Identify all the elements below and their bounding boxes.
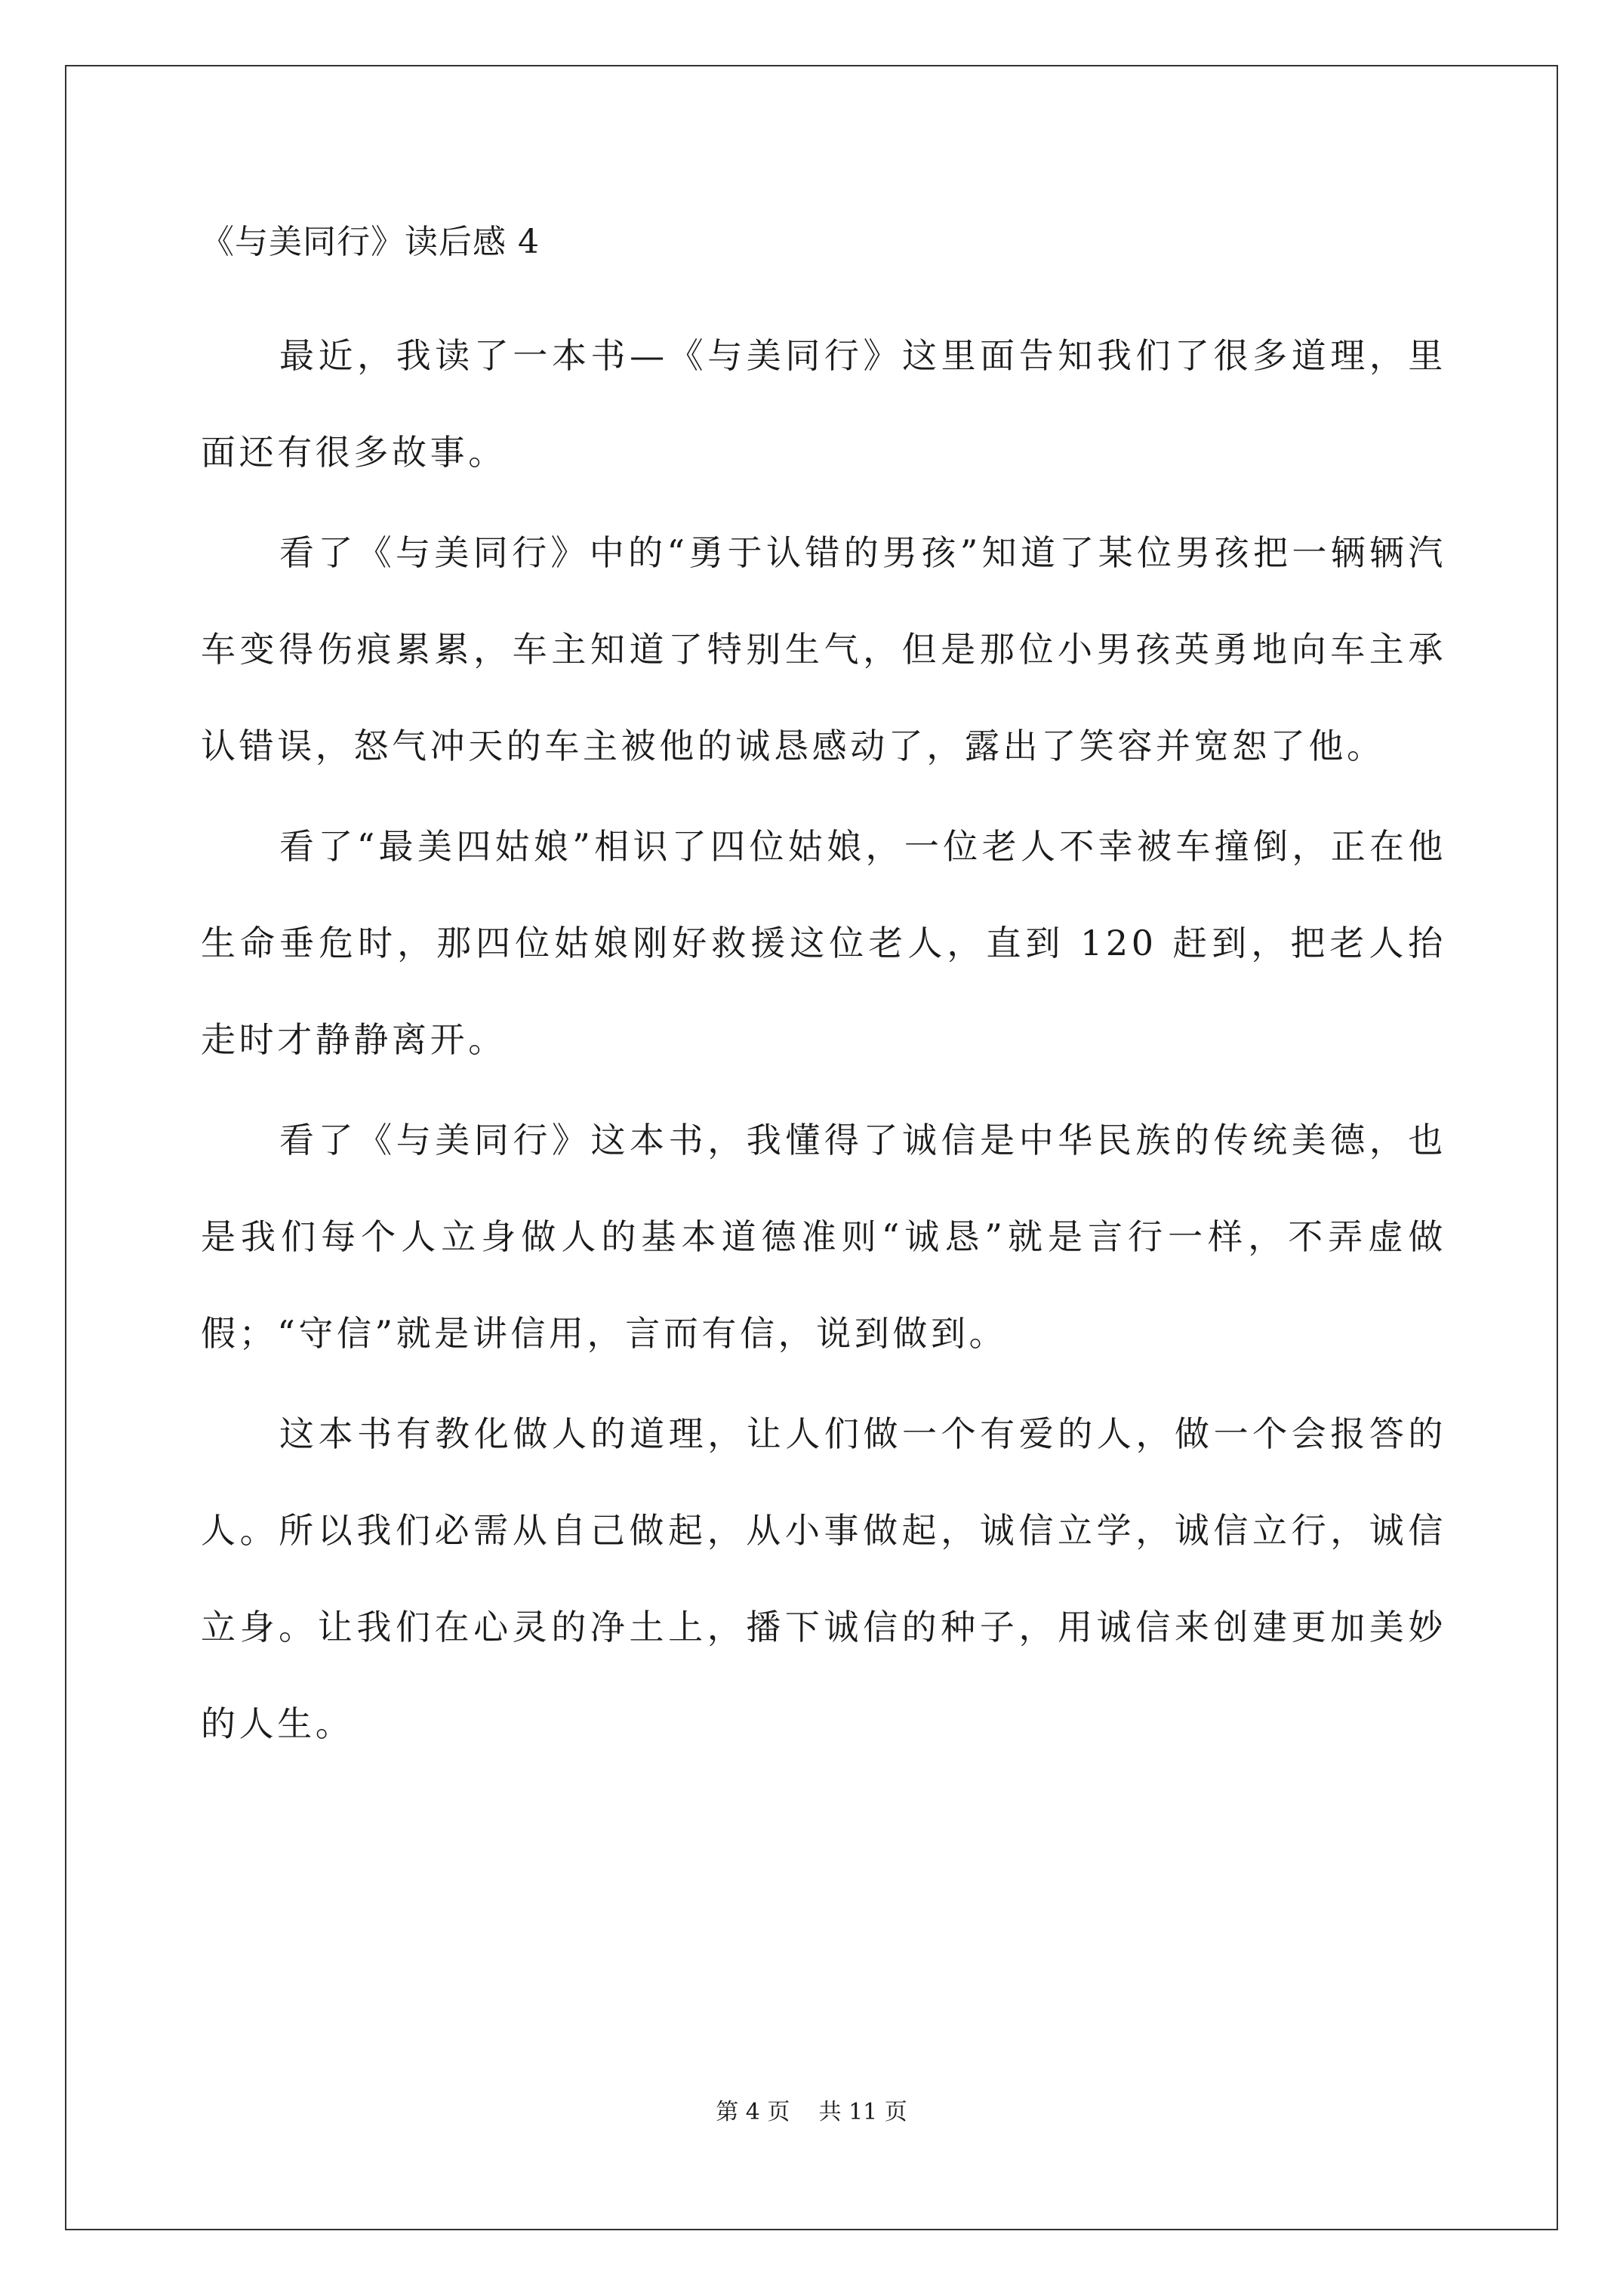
paragraph-5: 这本书有教化做人的道理，让人们做一个有爱的人，做一个会报答的人。所以我们必需从自己做起，从小事做起，诚信立学，诚信立行，诚信立身。让我们在心灵的净土上，播下诚信的种子，用诚信来创建更加美妙的人生。: [201, 1413, 1446, 1744]
document-body: [201, 219, 1446, 1776]
document-title: 《与美同行》读后感 4: [201, 223, 540, 261]
paragraph-3: 看了“最美四姑娘”相识了四位姑娘，一位老人不幸被车撞倒，正在他生命垂危时，那四位姑娘刚好救援这位老人，直到 120 赶到，把老人抬走时才静静离开。: [201, 826, 1446, 1060]
paragraph-4: 看了《与美同行》这本书，我懂得了诚信是中华民族的传统美德，也是我们每个人立身做人的基本道德准则“诚恳”就是言行一样，不弄虚做假；“守信”就是讲信用，言而有信，说到做到。: [201, 1120, 1446, 1354]
page-number: 第 4 页: [716, 2099, 790, 2125]
page-total: 共 11 页: [818, 2099, 907, 2125]
paragraph-1: 最近，我读了一本书—《与美同行》这里面告知我们了很多道理，里面还有很多故事。: [201, 335, 1446, 473]
paragraph-2: 看了《与美同行》中的“勇于认错的男孩”知道了某位男孩把一辆辆汽车变得伤痕累累，车主知道了特别生气，但是那位小男孩英勇地向车主承认错误，怒气冲天的车主被他的诚恳感动了，露出了笑容并宽恕了他。: [201, 532, 1446, 766]
page-footer: [0, 2097, 1623, 2128]
